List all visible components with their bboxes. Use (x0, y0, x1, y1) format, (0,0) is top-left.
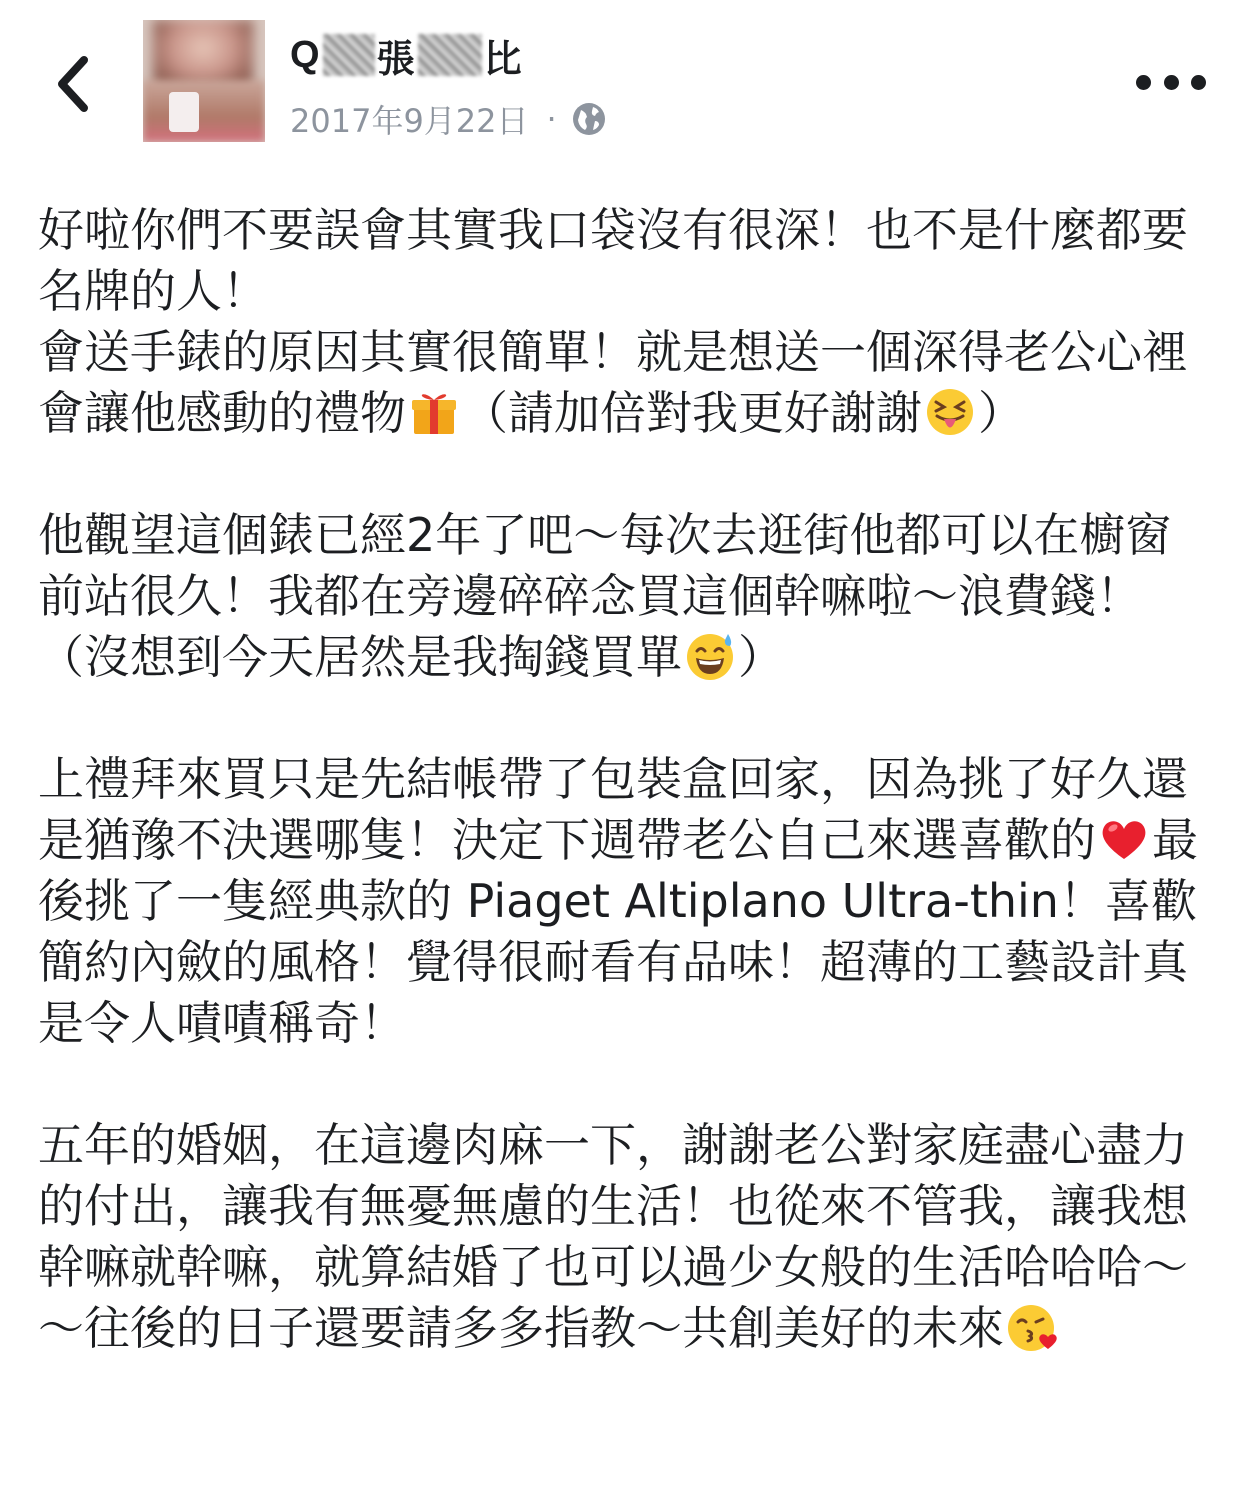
redacted-name-block (418, 34, 482, 76)
more-horizontal-icon (1136, 75, 1151, 90)
author-name[interactable] (290, 30, 523, 80)
post-meta (290, 96, 607, 142)
chevron-left-icon (54, 56, 90, 112)
post-paragraph-1: 好啦你們不要誤會其實我口袋沒有很深！也不是什麼都要名牌的人！ 會送手錶的原因其實很簡單！就是想送一個深得老公心裡會讓他感動的禮物 （請加倍對我更好謝謝 ） (38, 203, 1188, 440)
more-options-button[interactable] (1136, 60, 1206, 104)
back-button[interactable] (40, 48, 104, 120)
kissing-heart-emoji (1006, 1301, 1058, 1353)
post-date[interactable]: 2017年9月22日 (290, 102, 529, 140)
post-paragraph-2: 他觀望這個錶已經2年了吧～每次去逛街他都可以在櫥窗前站很久！我都在旁邊碎碎念買這個幹嘛啦～浪費錢！（沒想到今天居然是我掏錢買單 ） (38, 508, 1172, 684)
author-name-start: Q (290, 33, 321, 76)
avatar[interactable] (143, 20, 265, 142)
author-name-mid: 張 (376, 38, 416, 81)
post-text (38, 200, 1208, 1359)
gift-emoji (408, 386, 460, 438)
tongue-squint-emoji (924, 386, 976, 438)
post-paragraph-3: 上禮拜來買只是先結帳帶了包裝盒回家，因為挑了好久還是猶豫不決選哪隻！決定下週帶老公自己來選喜歡的 最後挑了一隻經典款的 Piaget Altiplano Ultra-thin！喜歡簡約內斂的風格！覺得很耐看有品味！超薄的工藝設計真是令人嘖嘖稱奇！ (38, 752, 1198, 1050)
meta-separator: · (546, 100, 557, 138)
red-heart-emoji (1098, 813, 1150, 865)
post-header (0, 0, 1242, 170)
sweat-smile-emoji (684, 630, 736, 682)
post-paragraph-4: 五年的婚姻，在這邊肉麻一下，謝謝老公對家庭盡心盡力的付出，讓我有無憂無慮的生活！也從來不管我，讓我想幹嘛就幹嘛，就算結婚了也可以過少女般的生活哈哈哈～～往後的日子還要請多多指教～共創美好的未來 (38, 1118, 1188, 1355)
redacted-name-block (323, 34, 375, 76)
globe-icon[interactable] (571, 101, 607, 137)
author-name-end: 比 (483, 38, 523, 81)
